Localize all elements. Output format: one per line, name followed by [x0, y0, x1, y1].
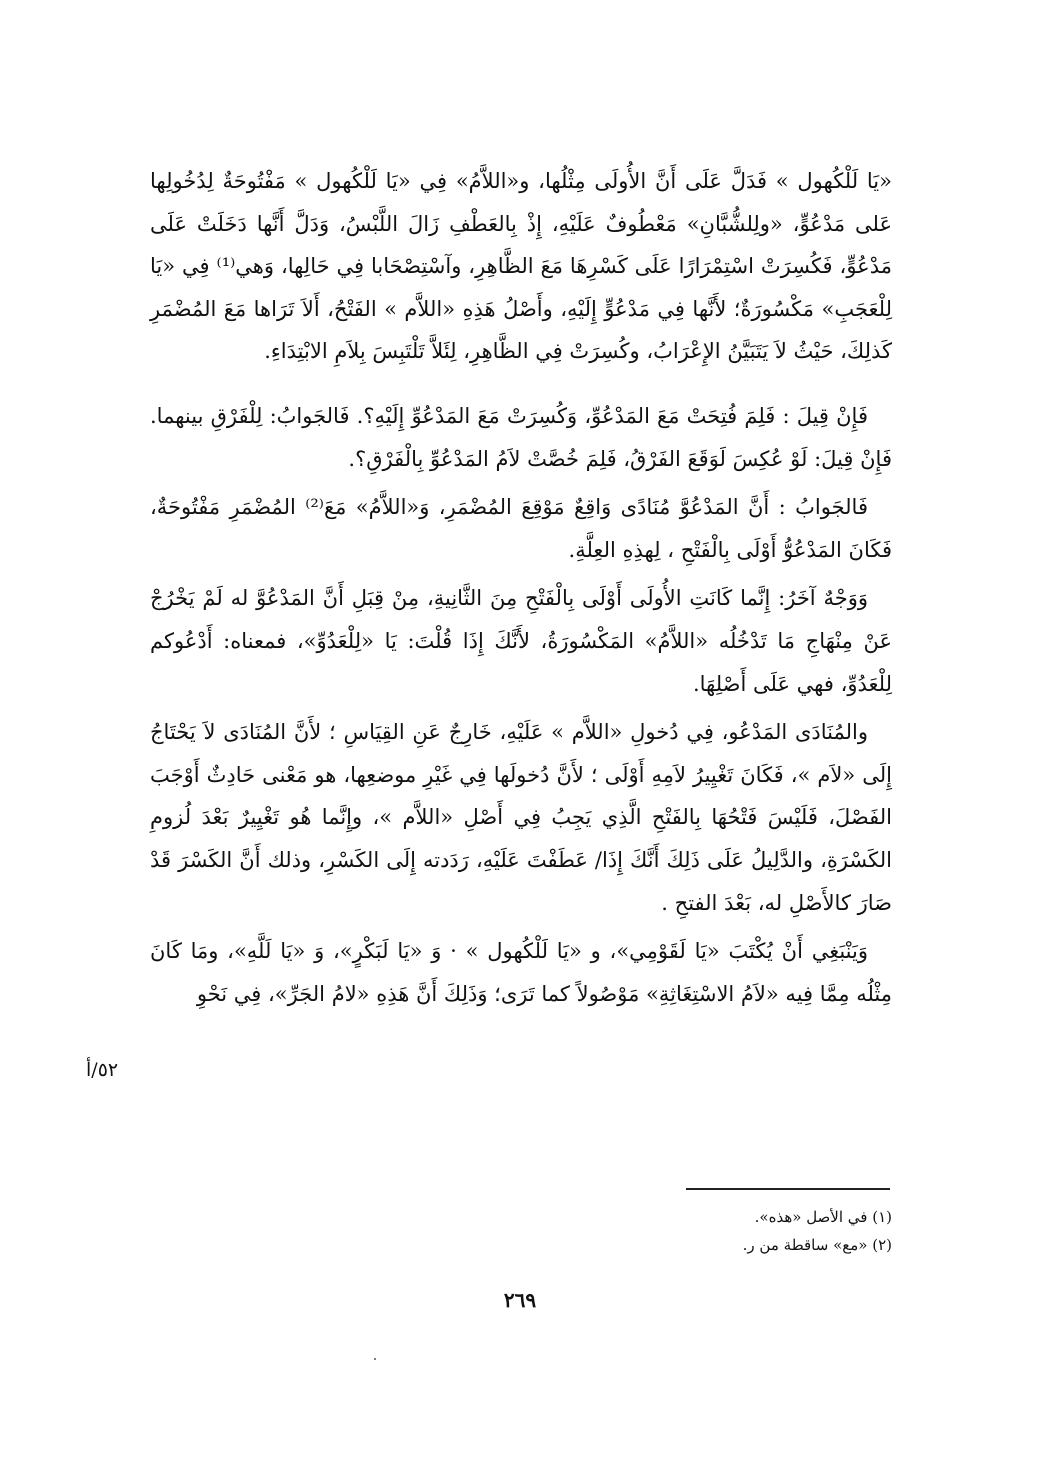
- footnote-2: (٢) «مع» ساقطة من ر.: [742, 1236, 892, 1254]
- paragraph-1: «يَا لَلْكُهول » فَدَلَّ عَلَى أَنَّ الأُولَى مِثْلُها، و«اللاَّمُ» فِي «يَا لَلْكُهول » مَفْتُوحَةٌ لِدُخُولِها عَلى مَدْعُوٍّ، «ولِلشُّبَّانِ» مَعْطُوفٌ عَلَيْهِ، إِذْ بِالعَطْفِ زَالَ اللَّبْسُ، وَدَلَّ أَنَّها دَخَلَتْ عَلَى مَدْعُوٍّ، فَكُسِرَتْ اسْتِمْرَارًا عَلَى كَسْرِهَا مَعَ الظَّاهِرِ، وآسْتِصْحَابا فِي حَالِها، وَهي⁽¹⁾ فِي «يَا لِلْعَجَبِ» مَكْسُورَةٌ؛ لأَنَّها فِي مَدْعُوٍّ إِلَيْهِ، وأَصْلُ هَذِهِ «اللاَّم » الفَتْحُ، أَلاَ تَرَاها مَعَ المُضْمَرِ كَذلِكَ، حَيْثُ لاَ يَتَبَيَّنُ الإِعْرَابُ، وكُسِرَتْ فِي الظَّاهِرِ، لِئَلاَّ تَلْتَبِسَ بِلاَمِ الابْتِدَاءِ.: [150, 169, 892, 364]
- manuscript-folio-marker: ٥٢/أ: [86, 1059, 119, 1081]
- paragraph-gap: [150, 373, 892, 395]
- footnotes: [500, 1203, 892, 1259]
- paragraph-6: وَيَنْبَغِي أَنْ يُكْتَبَ «يَا لَقَوْمِي»، و «يَا لَلْكُهول » · وَ «يَا لَبَكْرٍ»، وَ «يَا لَلَّهِ»، ومَا كَانَ مِثْلُه مِمَّا فِيه «لاَمُ الاسْتِغَاثِةِ» مَوْصُولاً كما تَرَى؛ وَذَلِكَ أَنَّ هَذِهِ «لامُ الجَرِّ»، فِي نَحْوِ: [150, 939, 892, 1006]
- main-text: [150, 160, 892, 1015]
- footnote-1: (١) في الأصل «هذه».: [754, 1208, 892, 1226]
- scan-speck: [374, 1358, 376, 1360]
- page-number: ٢٦٩: [503, 1288, 537, 1312]
- paragraph-2: فَإِنْ قِيلَ : فَلِمَ فُتِحَتْ مَعَ المَدْعُوِّ، وَكُسِرَتْ مَعَ المَدْعُوِّ إِلَيْهِ؟. فَالجَوابُ: لِلْفَرْقِ بينهما. فَإِنْ قِيلَ: لَوْ عُكِسَ لَوَقَعَ الفَرْقُ، فَلِمَ خُصَّتْ لاَمُ المَدْعُوِّ بِالْفَرْقِ؟.: [150, 403, 892, 471]
- footnote-divider: [686, 1188, 890, 1190]
- paragraph-4: وَوَجْهٌ آخَرُ: إِنَّما كَانَتِ الأُولَى أَوْلَى بِالْفَتْحِ مِنَ الثَّانِيةِ، مِنْ قِبَلِ أَنَّ المَدْعُوَّ له لَمْ يَخْرُجْ عَنْ مِنْهَاجِ مَا تَدْخُلُه «اللاَّمُ» المَكْسُورَةُ، لأَنَّكَ إِذَا قُلْتَ: يَا «لِلْعَدُوِّ»، فمعناه: أَدْعُوكم لِلْعَدُوِّ، فهي عَلَى أَصْلِهَا.: [150, 586, 892, 696]
- paragraph-3: فَالجَوابُ : أَنَّ المَدْعُوَّ مُنَادًى وَاقِعٌ مَوْقِعَ المُضْمَرِ، وَ«اللاَّمُ» مَعَ⁽²⁾ المُضْمَرِ مَفْتُوحَةٌ، فَكَانَ المَدْعُوُّ أَوْلَى بِالْفَتْحِ ، لِهذِهِ العِلَّةِ.: [150, 495, 892, 562]
- paragraph-5: والمُنَادَى المَدْعُو، فِي دُخولِ «اللاَّم » عَلَيْهِ، خَارِجٌ عَنِ القِيَاسِ ؛ لأَنَّ المُنَادَى لاَ يَحْتَاجُ إِلَى «لاَم »، فَكَانَ تَغْيِيرُ لاَمِهِ أَوْلَى ؛ لأَنَّ دُخولَها فِي غَيْرِ موضعِها، هو مَعْنى حَادِثٌ أَوْجَبَ الفَصْلَ، فَلَيْسَ فَتْحُهَا بِالفَتْحِ الَّذِي يَجِبُ فِي أَصْلِ «اللاَّم »، وإِنَّما هُو تَغْيِيرٌ بَعْدَ لُزومِ الكَسْرَةِ، والدَّلِيلُ عَلَى ذَلِكَ أَنَّكَ إِذَا/ عَطَفْتَ عَلَيْهِ، رَدَدته إِلَى الكَسْرِ، وذلك أَنَّ الكَسْرَ قَدْ صَارَ كالأَصْلِ له، بَعْدَ الفتحِ .: [150, 720, 892, 915]
